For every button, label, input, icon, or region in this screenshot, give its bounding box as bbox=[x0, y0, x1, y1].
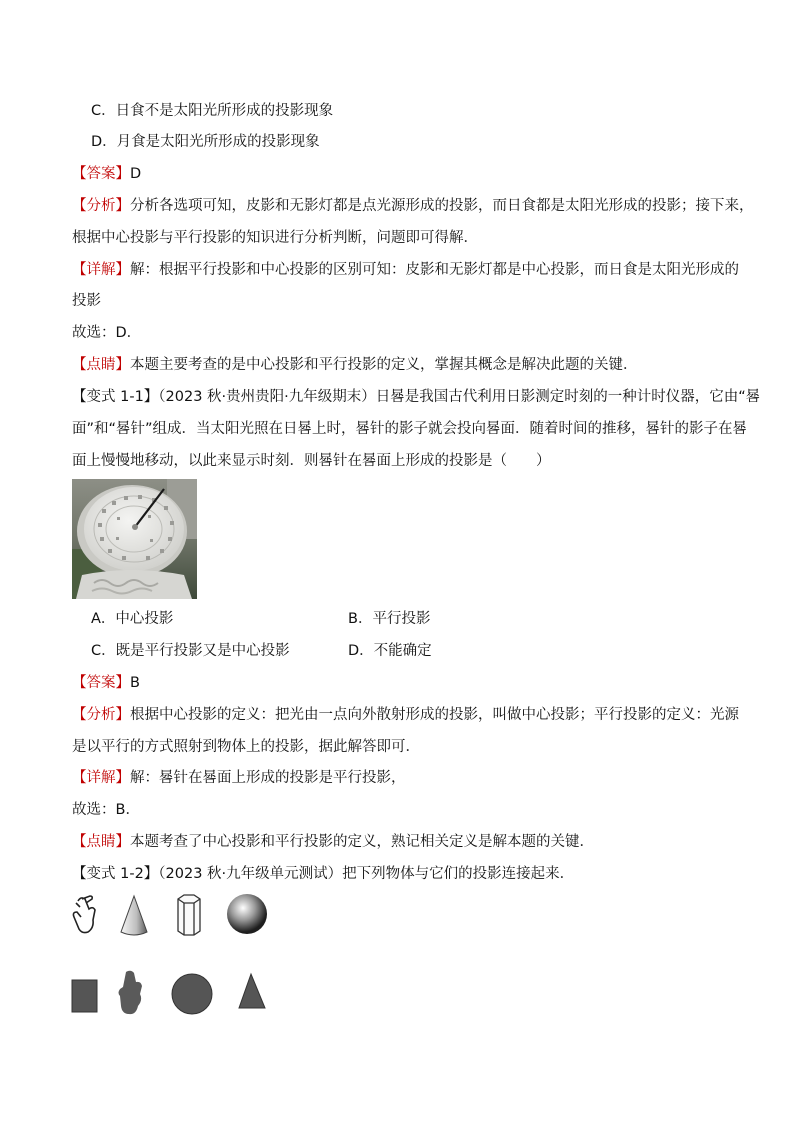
detail-text: 解：晷针在晷面上形成的投影是平行投影， bbox=[130, 770, 406, 786]
analysis-text: 根据中心投影的定义：把光由一点向外散射形成的投影，叫做中心投影；平行投影的定义：光源 bbox=[130, 707, 739, 723]
choice-2: 故选：B． bbox=[72, 802, 140, 818]
hand-icon bbox=[73, 896, 95, 933]
projections-row bbox=[70, 968, 270, 1016]
analysis-text: 分析各选项可知，皮影和无影灯都是点光源形成的投影，而日食都是太阳光形成的投影；接下来， bbox=[130, 198, 754, 214]
circle-shadow-icon bbox=[172, 974, 212, 1014]
comment-1 bbox=[72, 355, 638, 375]
answer-1 bbox=[72, 164, 141, 184]
triangle-shadow-icon bbox=[239, 974, 265, 1008]
analysis-tag: 【分析】 bbox=[72, 707, 130, 723]
option-d: D．不能确定 bbox=[348, 643, 432, 659]
cone-icon bbox=[121, 896, 147, 935]
choice-1: 故选：D． bbox=[72, 325, 142, 341]
variant-1-1-line3: 面上慢慢地移动，以此来显示时刻．则晷针在晷面上形成的投影是（ ） bbox=[72, 453, 551, 469]
detail-tag: 【详解】 bbox=[72, 262, 130, 278]
answer-tag: 【答案】 bbox=[72, 675, 130, 691]
comment-tag: 【点睛】 bbox=[72, 357, 130, 373]
variant-label: 【变式 1-1】 bbox=[72, 389, 159, 405]
detail-text: 解：根据平行投影和中心投影的区别可知：皮影和无影灯都是中心投影，而日食是太阳光形成的 bbox=[130, 262, 739, 278]
comment-tag: 【点睛】 bbox=[72, 834, 130, 850]
option-c-prev: C．日食不是太阳光所形成的投影现象 bbox=[91, 103, 334, 119]
analysis-2-line2: 是以平行的方式照射到物体上的投影，据此解答即可． bbox=[72, 739, 420, 755]
option-c: C．既是平行投影又是中心投影 bbox=[91, 643, 290, 659]
objects-row bbox=[70, 893, 280, 938]
detail-tag: 【详解】 bbox=[72, 770, 130, 786]
sphere-icon bbox=[227, 894, 267, 934]
hand-shadow-icon bbox=[119, 971, 143, 1014]
answer-2 bbox=[72, 673, 140, 693]
comment-text: 本题主要考查的是中心投影和平行投影的定义，掌握其概念是解决此题的关键． bbox=[130, 357, 638, 373]
comment-text: 本题考查了中心投影和平行投影的定义，熟记相关定义是解本题的关键． bbox=[130, 834, 594, 850]
sundial-photo bbox=[72, 479, 197, 599]
variant-text: （2023 秋·贵州贵阳·九年级期末）日晷是我国古代利用日影测定时刻的一种计时仪器，它由“晷 bbox=[158, 389, 761, 405]
detail-2 bbox=[72, 768, 406, 788]
variant-text: （2023 秋·九年级单元测试）把下列物体与它们的投影连接起来． bbox=[158, 866, 575, 882]
analysis-2-line1 bbox=[72, 705, 739, 725]
option-b: B．平行投影 bbox=[348, 611, 431, 627]
detail-1-line2: 投影 bbox=[72, 293, 101, 309]
hexagonal-prism-icon bbox=[178, 895, 200, 935]
variant-1-2 bbox=[72, 864, 574, 884]
comment-2 bbox=[72, 832, 594, 852]
variant-1-1-line1 bbox=[72, 387, 760, 407]
answer-tag: 【答案】 bbox=[72, 166, 130, 182]
variant-label: 【变式 1-2】 bbox=[72, 866, 159, 882]
square-shadow-icon bbox=[72, 980, 97, 1012]
analysis-1-line2: 根据中心投影与平行投影的知识进行分析判断，问题即可得解． bbox=[72, 230, 478, 246]
analysis-1-line1 bbox=[72, 196, 754, 216]
answer-value: B bbox=[130, 675, 140, 691]
option-d-prev: D．月食是太阳光所形成的投影现象 bbox=[91, 134, 320, 150]
option-a: A．中心投影 bbox=[91, 611, 174, 627]
answer-value: D bbox=[130, 166, 142, 182]
detail-1-line1 bbox=[72, 260, 739, 280]
variant-1-1-line2: 面”和“晷针”组成．当太阳光照在日晷上时，晷针的影子就会投向晷面．随着时间的推移，晷针的影子在晷 bbox=[72, 421, 748, 437]
analysis-tag: 【分析】 bbox=[72, 198, 130, 214]
